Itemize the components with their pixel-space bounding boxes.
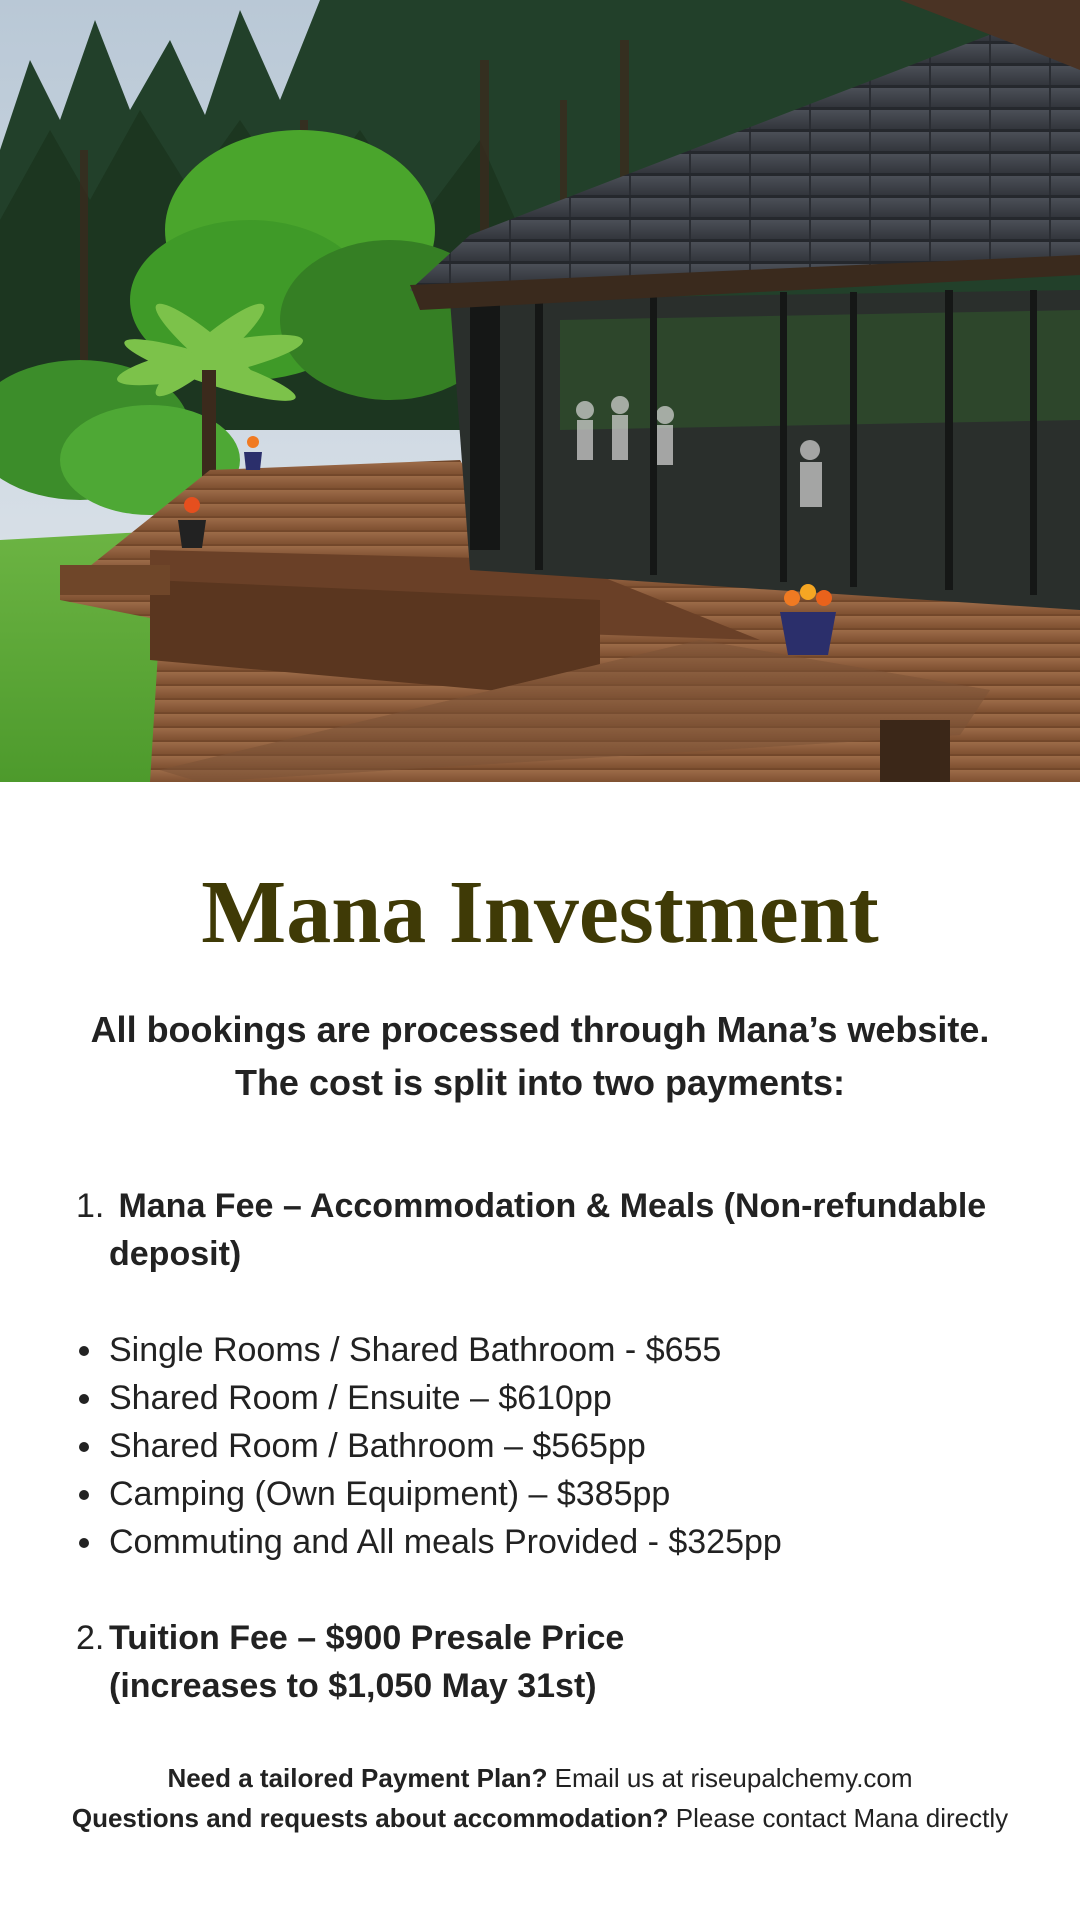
hero-image (0, 0, 1080, 782)
list-item (76, 1374, 1006, 1422)
payment-item-mana-fee (76, 1182, 1006, 1278)
payment-plan-contact: Email us at riseupalchemy.com (547, 1763, 913, 1793)
intro-line-1: All bookings are processed through Mana’s website. (90, 1009, 990, 1050)
mana-fee-heading: Mana Fee – Accommodation & Meals (Non-refundable deposit) (109, 1187, 996, 1273)
accommodation-contact: Please contact Mana directly (668, 1803, 1009, 1833)
footer-notes (0, 1758, 1080, 1838)
payment-plan-question: Need a tailored Payment Plan? (167, 1763, 548, 1793)
list-number: 1. (76, 1187, 105, 1225)
list-item (76, 1518, 1006, 1566)
option-label: Commuting and All meals Provided - $325pp (109, 1523, 782, 1561)
bullet-icon (79, 1538, 89, 1548)
payment-item-tuition-fee (76, 1614, 1006, 1710)
tuition-fee-line-2: (increases to $1,050 May 31st) (109, 1667, 597, 1705)
intro-text (60, 1003, 1020, 1109)
list-item (76, 1422, 1006, 1470)
option-label: Camping (Own Equipment) – $385pp (109, 1475, 671, 1513)
bullet-icon (79, 1442, 89, 1452)
list-item (76, 1326, 1006, 1374)
tuition-fee-line-1: Tuition Fee – $900 Presale Price (109, 1619, 625, 1657)
list-number: 2. (76, 1619, 105, 1657)
bullet-icon (79, 1490, 89, 1500)
page-title: Mana Investment (201, 863, 879, 962)
option-label: Single Rooms / Shared Bathroom - $655 (109, 1331, 722, 1369)
payment-plan-note (0, 1758, 1080, 1798)
accommodation-question: Questions and requests about accommodation? (71, 1803, 669, 1833)
accommodation-note (0, 1798, 1080, 1838)
tuition-fee-heading (76, 1614, 1006, 1710)
bullet-icon (79, 1346, 89, 1356)
option-label: Shared Room / Ensuite – $610pp (109, 1379, 612, 1417)
list-item (76, 1470, 1006, 1518)
intro-line-2: The cost is split into two payments: (234, 1062, 846, 1103)
option-label: Shared Room / Bathroom – $565pp (109, 1427, 646, 1465)
accommodation-options-list (76, 1326, 1006, 1566)
bullet-icon (79, 1394, 89, 1404)
